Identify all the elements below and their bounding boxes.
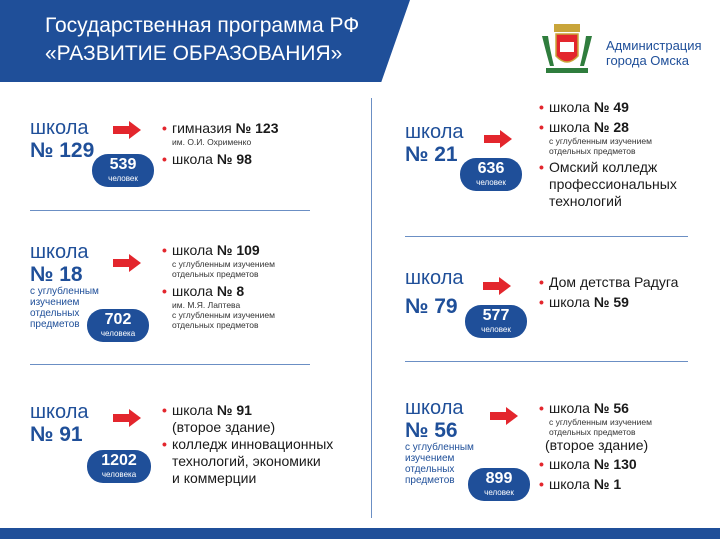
- item-number: № 1: [593, 476, 622, 492]
- item-subtitle: с углубленным изучением: [549, 417, 652, 427]
- item-subtitle: с углубленным изучением: [549, 136, 652, 146]
- merged-schools-list: [539, 274, 678, 311]
- school-91-title: [30, 402, 89, 446]
- school-number: № 129: [30, 139, 95, 162]
- list-item: [539, 400, 652, 417]
- student-count: 899: [485, 470, 513, 487]
- item-number: № 130: [593, 456, 637, 472]
- school-word: школа: [405, 397, 464, 419]
- list-item: [162, 242, 275, 259]
- item-text: школа: [549, 99, 594, 115]
- merged-schools-list: [539, 99, 677, 210]
- list-item: [539, 159, 677, 176]
- student-count-badge: [87, 309, 149, 342]
- item-text: школа: [172, 283, 217, 299]
- red-arrow-icon: [113, 121, 141, 139]
- row-divider: [30, 364, 310, 365]
- item-continuation: и коммерции: [172, 470, 257, 486]
- list-item: [539, 99, 677, 116]
- item-number: № 59: [593, 294, 629, 310]
- merged-schools-list: [162, 242, 275, 330]
- item-subtitle: отдельных предметов: [172, 320, 259, 330]
- item-subtitle: им. О.И. Охрименко: [172, 137, 252, 147]
- school-subtitle: изучением: [30, 297, 80, 308]
- list-item: [539, 476, 652, 493]
- red-arrow-icon: [113, 409, 141, 427]
- row-divider: [405, 236, 688, 237]
- student-count-label: человек: [481, 325, 511, 334]
- red-arrow-icon: [490, 407, 518, 425]
- footer-bar: [0, 528, 720, 539]
- item-number: № 91: [216, 402, 252, 418]
- item-number: № 123: [235, 120, 279, 136]
- item-subtitle: им. М.Я. Лаптева: [172, 300, 241, 310]
- item-text: Дом детства Радуга: [549, 274, 679, 290]
- school-79-title: [405, 268, 464, 318]
- student-count-label: человек: [484, 488, 514, 497]
- school-word: школа: [405, 267, 464, 289]
- list-item: [162, 402, 333, 419]
- list-item: [539, 119, 677, 136]
- student-count-badge: [460, 158, 522, 191]
- school-word: школа: [30, 117, 89, 139]
- student-count: 539: [109, 156, 137, 173]
- item-subtitle: отдельных предметов: [172, 269, 259, 279]
- program-title: Государственная программа РФ: [45, 14, 360, 37]
- school-21-title: [405, 122, 464, 166]
- row-divider: [30, 210, 310, 211]
- school-subtitle: с углубленным: [30, 286, 99, 297]
- student-count-label: человека: [100, 329, 136, 338]
- red-arrow-icon: [113, 254, 141, 272]
- student-count-badge: [468, 468, 530, 501]
- school-subtitle: отдельных: [30, 308, 80, 319]
- list-item: [539, 456, 652, 473]
- program-name: «РАЗВИТИЕ ОБРАЗОВАНИЯ»: [45, 42, 343, 65]
- student-count: 702: [104, 311, 132, 328]
- list-item: [162, 283, 275, 300]
- column-divider: [371, 98, 372, 518]
- item-subtitle: с углубленным изучением: [172, 259, 275, 269]
- item-text: школа: [172, 402, 217, 418]
- header-banner: [0, 0, 410, 82]
- item-number: № 8: [216, 283, 245, 299]
- list-item: [162, 151, 278, 168]
- school-subtitle: предметов: [405, 475, 455, 486]
- school-subtitle: изучением: [405, 453, 455, 464]
- merged-schools-list: [539, 400, 652, 493]
- item-text: школа: [549, 456, 594, 472]
- school-number: № 79: [405, 295, 458, 318]
- school-word: школа: [30, 401, 89, 423]
- merged-schools-list: [162, 120, 278, 168]
- school-129-title: [30, 118, 94, 162]
- school-subtitle: отдельных: [405, 464, 455, 475]
- item-number: № 109: [216, 242, 260, 258]
- student-count-badge: [465, 305, 527, 338]
- item-text: школа: [549, 294, 594, 310]
- student-count-label: человека: [101, 470, 137, 479]
- student-count-label: человек: [108, 174, 138, 183]
- item-continuation: (второе здание): [545, 437, 649, 453]
- admin-line-2: города Омска: [606, 53, 690, 68]
- student-count: 1202: [101, 452, 137, 469]
- item-subtitle: отдельных предметов: [549, 146, 636, 156]
- admin-line-1: Администрация: [606, 38, 702, 53]
- item-text: школа: [172, 242, 217, 258]
- item-text: школа: [549, 119, 594, 135]
- red-arrow-icon: [483, 277, 511, 295]
- school-subtitle: с углубленным: [405, 442, 474, 453]
- item-text: школа: [172, 151, 217, 167]
- school-56-title: [405, 398, 474, 486]
- student-count-label: человек: [476, 178, 506, 187]
- school-number: № 18: [30, 263, 83, 286]
- item-text: колледж инновационных: [172, 436, 334, 452]
- item-text: гимназия: [172, 120, 236, 136]
- school-number: № 21: [405, 143, 458, 166]
- item-text: школа: [549, 400, 594, 416]
- item-number: № 56: [593, 400, 629, 416]
- student-count-badge: [92, 154, 154, 187]
- student-count: 636: [477, 160, 505, 177]
- item-text: школа: [549, 476, 594, 492]
- item-subtitle: отдельных предметов: [549, 427, 636, 437]
- school-subtitle: предметов: [30, 319, 80, 330]
- item-subtitle: с углубленным изучением: [172, 310, 275, 320]
- student-count: 577: [482, 307, 510, 324]
- item-continuation: технологий, экономики: [172, 453, 321, 469]
- school-number: № 91: [30, 423, 83, 446]
- student-count-badge: [87, 450, 151, 483]
- item-continuation: профессиональных: [549, 176, 677, 192]
- row-divider: [405, 361, 688, 362]
- list-item: [162, 436, 333, 453]
- item-number: № 28: [593, 119, 629, 135]
- list-item: [539, 294, 678, 311]
- red-arrow-icon: [484, 130, 512, 148]
- item-continuation: технологий: [549, 193, 622, 209]
- item-number: № 98: [216, 151, 252, 167]
- school-word: школа: [30, 241, 89, 263]
- list-item: [539, 274, 678, 291]
- item-number: № 49: [593, 99, 629, 115]
- school-number: № 56: [405, 419, 458, 442]
- school-word: школа: [405, 121, 464, 143]
- administration-label: [606, 38, 702, 68]
- item-text: Омский колледж: [549, 159, 658, 175]
- list-item: [162, 120, 278, 137]
- item-continuation: (второе здание): [172, 419, 276, 435]
- merged-schools-list: [162, 402, 333, 487]
- omsk-coat-of-arms-icon: [536, 22, 598, 76]
